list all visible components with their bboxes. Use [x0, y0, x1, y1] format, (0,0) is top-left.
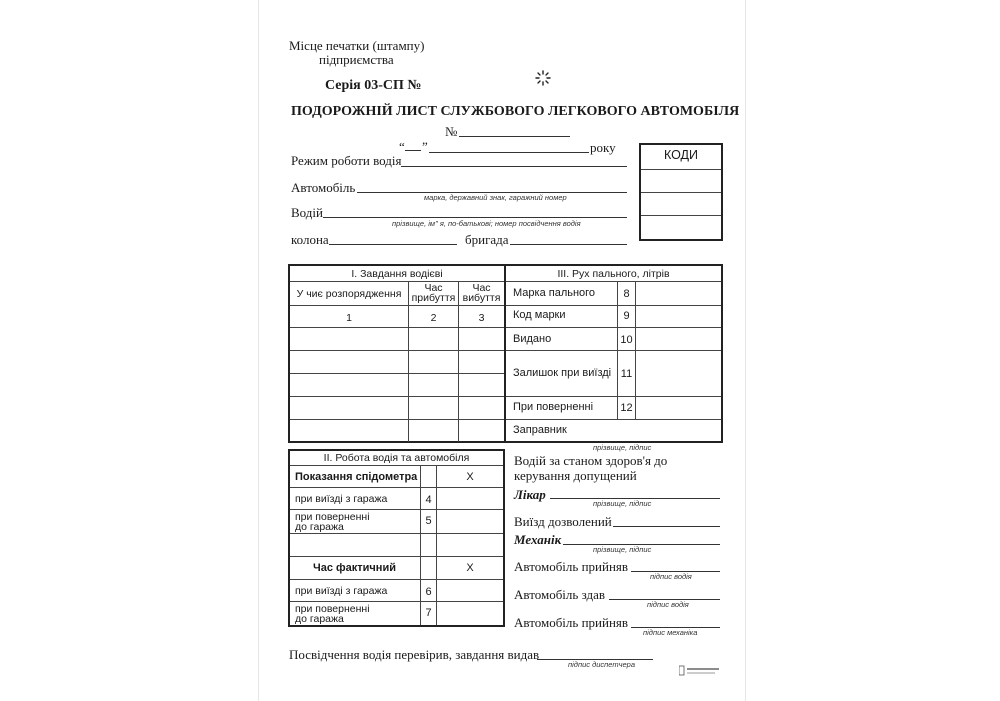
year-label: року	[590, 140, 616, 155]
fuel-code-num: 9	[623, 310, 630, 322]
section1-num-2: 2	[430, 312, 437, 324]
date-month-line[interactable]	[429, 152, 589, 153]
section1-col3-header-a: Час	[472, 282, 491, 294]
speedometer-x: Х	[466, 471, 474, 483]
series-label: Серія 03-СП №	[325, 78, 422, 93]
codes-box	[639, 143, 723, 241]
date-open-quote: “	[399, 139, 405, 154]
fuel-brand-label: Марка пального	[513, 287, 596, 299]
time-return-label-b: до гаража	[295, 613, 344, 625]
section2-title: ІІ. Робота водія та автомобіля	[323, 452, 470, 464]
speedo-return-label-a: при поверненні	[295, 511, 370, 523]
driver-mode-line[interactable]	[401, 166, 627, 167]
section1-col2-header-b: прибуття	[411, 292, 456, 304]
section3-title: ІІІ. Рух пального, літрів	[557, 268, 670, 280]
fuel-issued-num: 10	[620, 334, 633, 346]
exit-allowed-line[interactable]	[613, 526, 720, 527]
number-line[interactable]	[459, 136, 570, 137]
time-return-label-a: при поверненні	[295, 603, 370, 615]
doctor-hint: прізвище, підпис	[593, 499, 652, 508]
car-accepted-label: Автомобіль прийняв	[514, 559, 629, 574]
speedo-return-num: 5	[425, 515, 432, 527]
fuel-brand-num: 8	[623, 288, 630, 300]
fuel-remaining-label: Залишок при виїзді	[513, 367, 612, 379]
refueler-hint: прізвище, підпис	[593, 443, 652, 452]
checked-hint: підпис диспетчера	[568, 660, 635, 669]
time-out-num: 6	[425, 586, 432, 598]
section1-col3-header-b: вибуття	[462, 292, 501, 304]
time-return-num: 7	[425, 607, 432, 619]
brigade-line[interactable]	[510, 244, 627, 245]
car-handed-label: Автомобіль здав	[514, 587, 606, 602]
waybill-form	[258, 0, 746, 701]
speedo-return-label-b: до гаража	[295, 521, 344, 533]
page-title: ПОДОРОЖНІЙ ЛИСТ СЛУЖБОВОГО ЛЕГКОВОГО АВТОМОБІЛЯ	[291, 104, 740, 119]
speedo-out-label: при виїзді з гаража	[295, 493, 388, 505]
driver-label: Водій	[291, 205, 323, 220]
car-accepted-2-hint: підпис механіка	[643, 628, 698, 637]
exit-allowed-label: Виїзд дозволений	[514, 514, 612, 529]
checked-label: Посвідчення водія перевірив, завдання видав	[289, 647, 540, 662]
driver-line[interactable]	[323, 217, 627, 218]
fuel-code-label: Код марки	[513, 309, 566, 321]
section1-title: І. Завдання водієві	[351, 268, 443, 280]
driver-mode-label: Режим роботи водія	[291, 153, 402, 168]
fuel-return-num: 12	[620, 402, 633, 414]
doctor-label: Лікар	[514, 487, 546, 502]
publisher-logo-icon	[679, 664, 721, 678]
time-out-label: при виїзді з гаража	[295, 585, 388, 597]
car-accepted-2-label: Автомобіль прийняв	[514, 615, 629, 630]
speedometer-label: Показання спідометра	[295, 471, 418, 483]
section1-col1-header: У чиє розпорядження	[296, 288, 402, 300]
refueler-label: Заправник	[513, 424, 567, 436]
stamp-place-label-2: підприємства	[319, 52, 394, 67]
car-label: Автомобіль	[291, 180, 356, 195]
date-close-quote: ”	[422, 139, 428, 154]
speedo-out-num: 4	[425, 494, 432, 506]
actual-time-label: Час фактичний	[313, 562, 396, 574]
fuel-issued-label: Видано	[513, 333, 552, 345]
stamp-place-label: Місце печатки (штампу)	[289, 38, 425, 53]
section1-num-3: 3	[478, 312, 485, 324]
brigade-label: бригада	[465, 232, 509, 247]
sparkle-icon	[535, 70, 551, 86]
fuel-return-label: При поверненні	[513, 401, 594, 413]
fuel-remaining-num: 11	[620, 368, 633, 380]
health-label-2: керування допущений	[514, 468, 637, 483]
date-day-line[interactable]	[405, 150, 421, 151]
driver-hint: прізвище, ім" я, по-батькові; номер посвідчення водія	[392, 219, 581, 228]
actual-time-x: Х	[466, 562, 474, 574]
car-hint: марка, державний знак, гаражний номер	[424, 193, 567, 202]
health-label-1: Водій за станом здоров'я до	[514, 453, 668, 468]
column-label: колона	[291, 232, 329, 247]
mechanic-hint: прізвище, підпис	[593, 545, 652, 554]
column-line[interactable]	[329, 244, 457, 245]
mechanic-label: Механік	[514, 532, 562, 547]
number-sign: №	[445, 124, 458, 139]
section1-col2-header-a: Час	[424, 282, 443, 294]
car-accepted-hint: підпис водія	[650, 572, 692, 581]
car-handed-hint: підпис водія	[647, 600, 689, 609]
codes-title: КОДИ	[663, 148, 699, 162]
section1-num-1: 1	[346, 312, 352, 324]
